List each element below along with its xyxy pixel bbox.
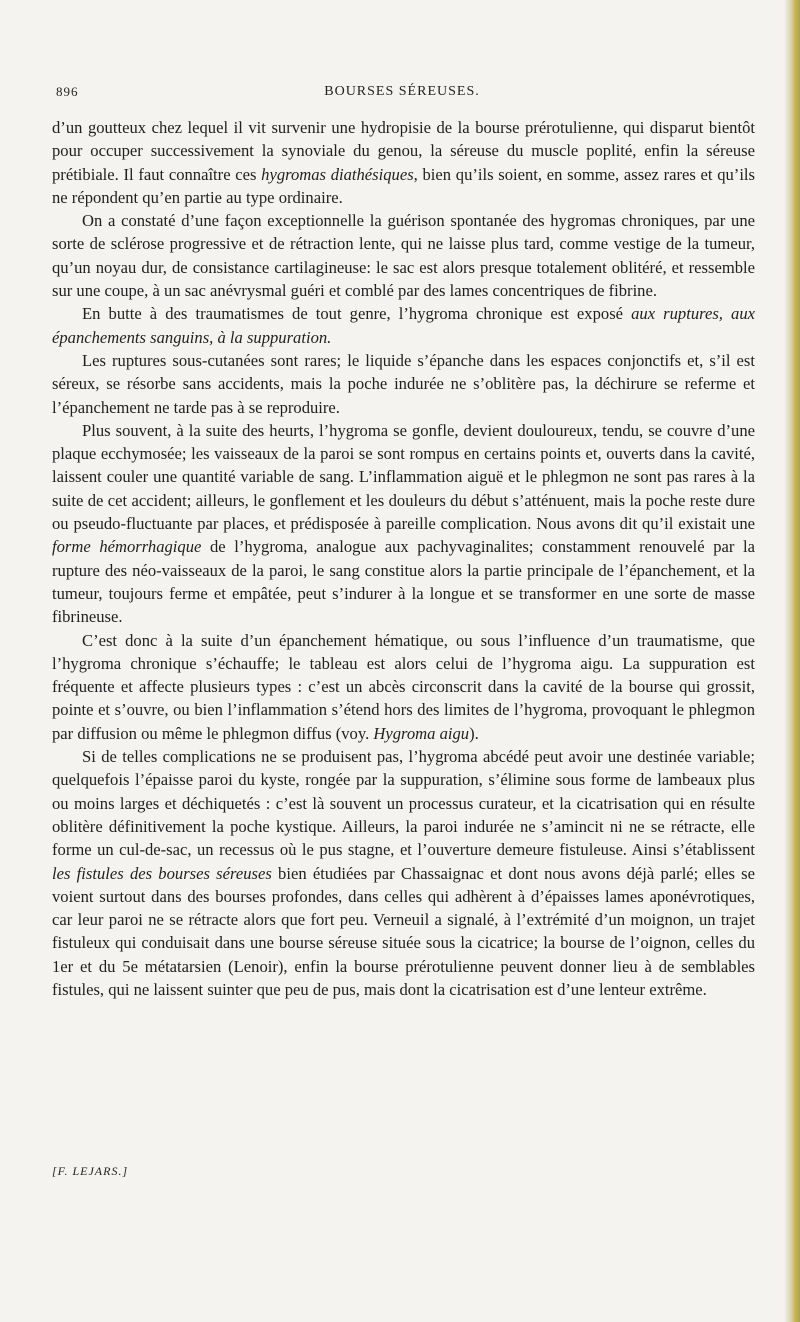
paragraph xyxy=(52,116,755,209)
paragraph xyxy=(52,302,755,349)
text-run: On a constaté d’une façon exceptionnelle la guérison spontanée des hygromas chroniques, par une sorte de sclérose progressive et de rétraction lente, qui ne laisse plus tard, comme vestige de la tumeur, qu’un noyau dur, de consistance cartilagineuse: le sac est alors presque totalement oblitéré, et ressemble sur une coupe, à un sac anévrysmal guéri et comblé par des lames concentriques de fibrine. xyxy=(52,211,755,301)
text-run: , bien qu’ils soient, en somme, assez rares et qu’ils ne répondent qu’en partie au type ordinaire. xyxy=(52,164,756,207)
text-run: Les ruptures sous-cutanées sont rares; le liquide s’épanche dans les espaces conjonctifs et, s’il est séreux, se résorbe sans accidents, mais la poche indurée ne s’oblitère pas, la déchirure se referme et l’épanchement ne tarde pas à se reproduire. xyxy=(52,350,755,417)
text-run: C’est donc à la suite d’un épanchement hématique, ou sous l’influence d’un traumatisme, que l’hygroma chronique s’échauffe; le tableau est alors celui de l’hygroma aigu. La suppuration est fréquente et affecte plusieurs types : c’est un abcès circonscrit dans la cavité de la bourse qui grossit, pointe et s’ouvre, ou bien l’inflammation s’étend hors des limites de l’hygroma, provoquant le phlegmon par diffusion ou même le phlegmon diffus (voy. xyxy=(52,630,755,743)
italic-text: les fistules des bourses séreuses xyxy=(52,863,272,883)
running-title: BOURSES SÉREUSES. xyxy=(324,84,480,99)
page-edge xyxy=(784,0,800,1322)
italic-text: forme hémorrhagique xyxy=(52,537,202,557)
paragraph xyxy=(52,419,755,629)
text-run: Si de telles complications ne se produisent pas, l’hygroma abcédé peut avoir une destinée variable; quelquefois l’épaisse paroi du kyste, rongée par la suppuration, s’élimine sous forme de lambeaux plus ou moins larges et déchiquetés : c’est là souvent un processus curateur, et la cicatrisation qui en résulte oblitère définitivement la poche kystique. Ailleurs, la paroi indurée ne s’amincit ni ne se rétracte, elle forme un cul-de-sac, un recessus où le pus stagne, et l’ouverture demeure fistuleuse. Ainsi s’établissent xyxy=(52,747,755,860)
page-header xyxy=(52,84,752,106)
body-text xyxy=(52,116,755,1001)
page-number: 896 xyxy=(56,84,79,99)
text-run: Plus souvent, à la suite des heurts, l’hygroma se gonfle, devient douloureux, tendu, se couvre d’une plaque ecchymosée; les vaisseaux de la paroi se sont rompus en certains points et, ouverts dans la cavité, laissent couler une quantité variable de sang. L’inflammation aiguë et le phlegmon ne sont pas rares à la suite de cet accident; ailleurs, le gonflement et les douleurs du début s’atténuent, mais la poche reste dure ou pseudo-fluctuante par places, et prédisposée à pareille complication. Nous avons dit qu’il existait une xyxy=(52,420,755,534)
text-run: de l’hygroma, analogue aux pachyvaginalites; constamment renouvelé par la rupture des néo-vaisseaux de la paroi, le sang constitue alors la partie principale de l’épanchement, et la tumeur, toujours ferme et empâtée, peut s’indurer à la longue et se transformer en une sorte de masse fibrineuse. xyxy=(52,537,756,627)
paragraph xyxy=(52,629,755,745)
paragraph xyxy=(52,745,755,1001)
text-run: bien étudiées par Chassaignac et dont nous avons déjà parlé; elles se voient surtout dans des bourses profondes, dans celles qui adhèrent à d’épaisses lames aponévrotiques, car leur paroi ne se rétracte alors que fort peu. Verneuil a signalé, à l’extrémité d’un moignon, un trajet fistuleux qui conduisait dans une bourse séreuse située sous la cicatrice; la bourse de l’oignon, celles du 1er et du 5e métatarsien (Lenoir), enfin la bourse prérotulienne peuvent donner lieu à de semblables fistules, qui ne laissent suinter que peu de pus, mais dont la cicatrisation est d’une lenteur extrême. xyxy=(52,863,755,999)
author-signature: [F. LEJARS.] xyxy=(52,1164,129,1178)
text-run: d’un goutteux chez lequel il vit survenir une hydropisie de la bourse prérotulienne, qui disparut bientôt pour occuper successivement la synoviale du genou, la séreuse du muscle poplité, enfin la séreuse prétibiale. Il faut connaître ces xyxy=(52,118,755,184)
italic-text: Hygroma aigu xyxy=(373,723,470,743)
italic-text: aux ruptures, aux épanchements sanguins, à la suppuration. xyxy=(52,304,755,347)
text-run: En butte à des traumatismes de tout genre, l’hygroma chronique est exposé xyxy=(82,304,632,324)
paragraph xyxy=(52,349,755,419)
paragraph xyxy=(52,209,755,302)
text-run: ). xyxy=(469,723,479,743)
italic-text: hygromas diathésiques xyxy=(261,164,414,184)
